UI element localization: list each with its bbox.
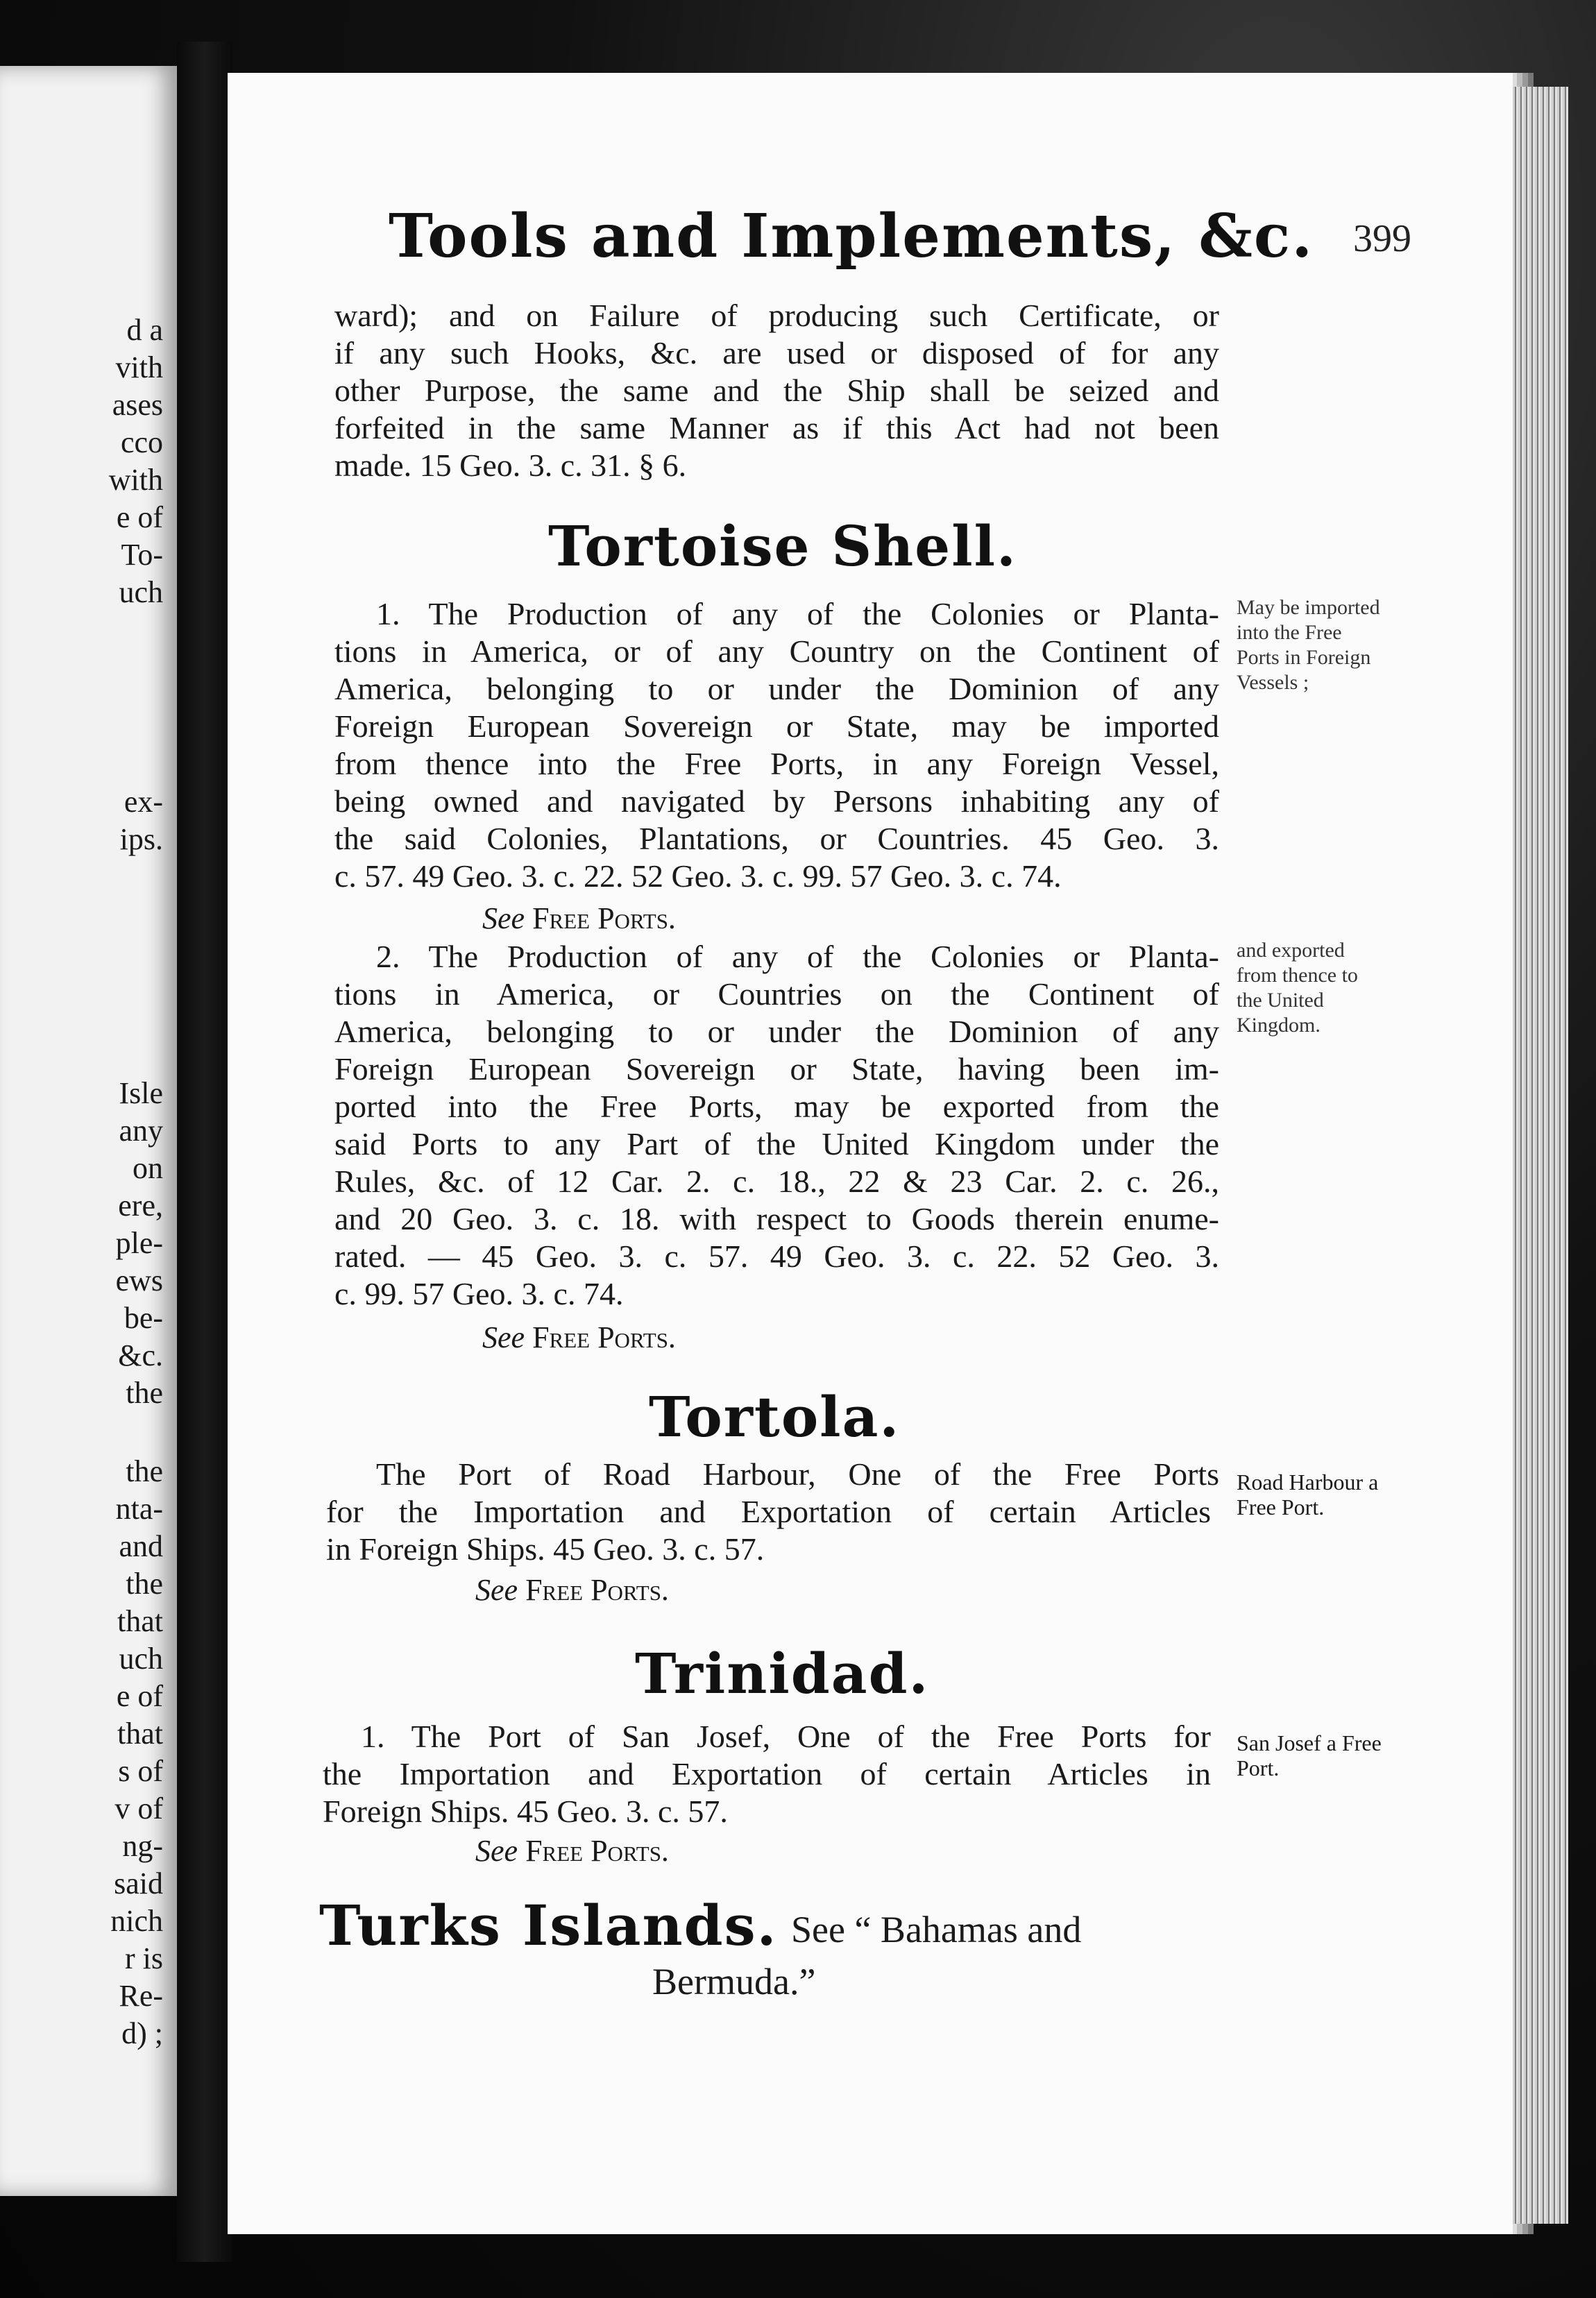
margin-note: San Josef a Free Port. [1237, 1730, 1382, 1780]
facing-page-fragment: on [133, 1151, 163, 1185]
see-reference: See Free Ports. [482, 901, 676, 935]
facing-page-fragment: ews [115, 1263, 163, 1297]
facing-page-fragment: be- [124, 1301, 163, 1335]
facing-page-fragment: To- [121, 538, 163, 572]
text-line: rated. — 45 Geo. 3. c. 57. 49 Geo. 3. c. 22. 52 Geo. 3. [334, 1239, 1219, 1274]
text-line: ward); and on Failure of producing such Certificate, or [334, 298, 1219, 333]
facing-page-fragment: any [119, 1114, 163, 1148]
facing-page-fragment: e of [116, 1679, 163, 1713]
facing-page-fragment: &c. [118, 1338, 163, 1372]
facing-page [0, 66, 177, 2196]
text-line: the said Colonies, Plantations, or Countries. 45 Geo. 3. [334, 821, 1219, 856]
facing-page-fragment: ere, [118, 1189, 163, 1223]
text-line: c. 99. 57 Geo. 3. c. 74. [334, 1276, 624, 1311]
text-line: forfeited in the same Manner as if this Act had not been [334, 410, 1219, 445]
facing-page-fragment: the [126, 1454, 163, 1488]
page-edges [1513, 87, 1568, 2224]
text-line: America, belonging to or under the Dominion of any [334, 671, 1219, 706]
facing-page-fragment: said [114, 1866, 163, 1900]
facing-page-fragment: s of [118, 1754, 163, 1788]
text-line: 1. The Production of any of the Colonies or Planta- [376, 596, 1219, 631]
text-line: Foreign European Sovereign or State, may be imported [334, 708, 1219, 744]
facing-page-fragment: d) ; [121, 2016, 163, 2050]
text-line: America, belonging to or under the Dominion of any [334, 1014, 1219, 1049]
facing-page-fragment: r is [125, 1941, 163, 1975]
facing-page-fragment: vith [115, 350, 163, 384]
facing-page-fragment: uch [119, 1642, 163, 1676]
margin-note: Road Harbour a Free Port. [1237, 1470, 1379, 1520]
facing-page-fragment: e of [116, 500, 163, 534]
facing-page-fragment: the [126, 1376, 163, 1410]
see-reference: See Free Ports. [482, 1320, 676, 1354]
text-line: in Foreign Ships. 45 Geo. 3. c. 57. [326, 1531, 765, 1567]
text-line: and 20 Geo. 3. c. 18. with respect to Goods therein enume- [334, 1201, 1219, 1236]
facing-page-fragment: Re- [119, 1979, 163, 2013]
facing-page-fragment: the [126, 1567, 163, 1601]
text-line: said Ports to any Part of the United Kingdom under the [334, 1126, 1219, 1161]
section-heading: Trinidad. [635, 1641, 930, 1706]
text-line: tions in America, or of any Country on the Continent of [334, 633, 1219, 669]
text-line: 1. The Port of San Josef, One of the Free Ports for [361, 1719, 1211, 1754]
facing-page-fragment: ips. [119, 822, 163, 856]
section-heading: Tortoise Shell. [548, 513, 1017, 579]
facing-page-fragment: cco [120, 425, 163, 459]
margin-note: May be imported into the Free Ports in Foreign Vessels ; [1237, 596, 1380, 694]
page-number: 399 [1353, 217, 1411, 260]
text-line: from thence into the Free Ports, in any Foreign Vessel, [334, 746, 1219, 781]
text-line: being owned and navigated by Persons inhabiting any of [334, 783, 1219, 819]
text-line: tions in America, or Countries on the Continent of [334, 976, 1219, 1012]
facing-page-fragment: nta- [115, 1492, 163, 1526]
facing-page-fragment: ple- [115, 1226, 163, 1260]
facing-page-fragment: that [117, 1717, 163, 1751]
text-line: the Importation and Exportation of certain Articles in [323, 1756, 1211, 1791]
text-line: other Purpose, the same and the Ship shall be seized and [334, 373, 1219, 408]
text-line: ported into the Free Ports, may be exported from the [334, 1089, 1219, 1124]
cross-reference: See “ Bahamas and [791, 1909, 1082, 1950]
text-line: Foreign Ships. 45 Geo. 3. c. 57. [323, 1794, 728, 1829]
book-gutter [177, 42, 232, 2262]
text-line: Rules, &c. of 12 Car. 2. c. 18., 22 & 23 Car. 2. c. 26., [334, 1164, 1219, 1199]
facing-page-fragment: Isle [119, 1076, 163, 1110]
see-reference: See Free Ports. [475, 1834, 669, 1868]
facing-page-fragment: v of [114, 1791, 163, 1825]
see-reference: See Free Ports. [475, 1573, 669, 1607]
text-line: The Port of Road Harbour, One of the Free Ports [376, 1456, 1219, 1492]
text-line: c. 57. 49 Geo. 3. c. 22. 52 Geo. 3. c. 99. 57 Geo. 3. c. 74. [334, 858, 1062, 894]
text-line: for the Importation and Exportation of certain Articles [326, 1494, 1211, 1529]
facing-page-fragment: that [117, 1604, 163, 1638]
facing-page-fragment: ex- [124, 785, 163, 819]
facing-page-fragment: with [108, 463, 163, 497]
text-line: made. 15 Geo. 3. c. 31. § 6. [334, 448, 687, 483]
cross-reference: Bermuda.” [652, 1961, 816, 2002]
facing-page-fragment: and [119, 1529, 163, 1563]
section-heading: Tortola. [649, 1384, 901, 1449]
facing-page-fragment: ng- [122, 1829, 163, 1863]
section-heading: Turks Islands. [319, 1893, 778, 1958]
facing-page-fragment: ases [112, 388, 163, 422]
facing-page-fragment: d a [126, 313, 163, 347]
facing-page-fragment: uch [119, 575, 163, 609]
text-line: 2. The Production of any of the Colonies or Planta- [376, 939, 1219, 974]
margin-note: and exported from thence to the United Kingdom. [1237, 939, 1358, 1037]
running-title: Tools and Implements, &c. [389, 201, 1314, 271]
text-line: Foreign European Sovereign or State, having been im- [334, 1051, 1219, 1087]
text-line: if any such Hooks, &c. are used or disposed of for any [334, 335, 1219, 371]
facing-page-fragment: nich [110, 1904, 163, 1938]
